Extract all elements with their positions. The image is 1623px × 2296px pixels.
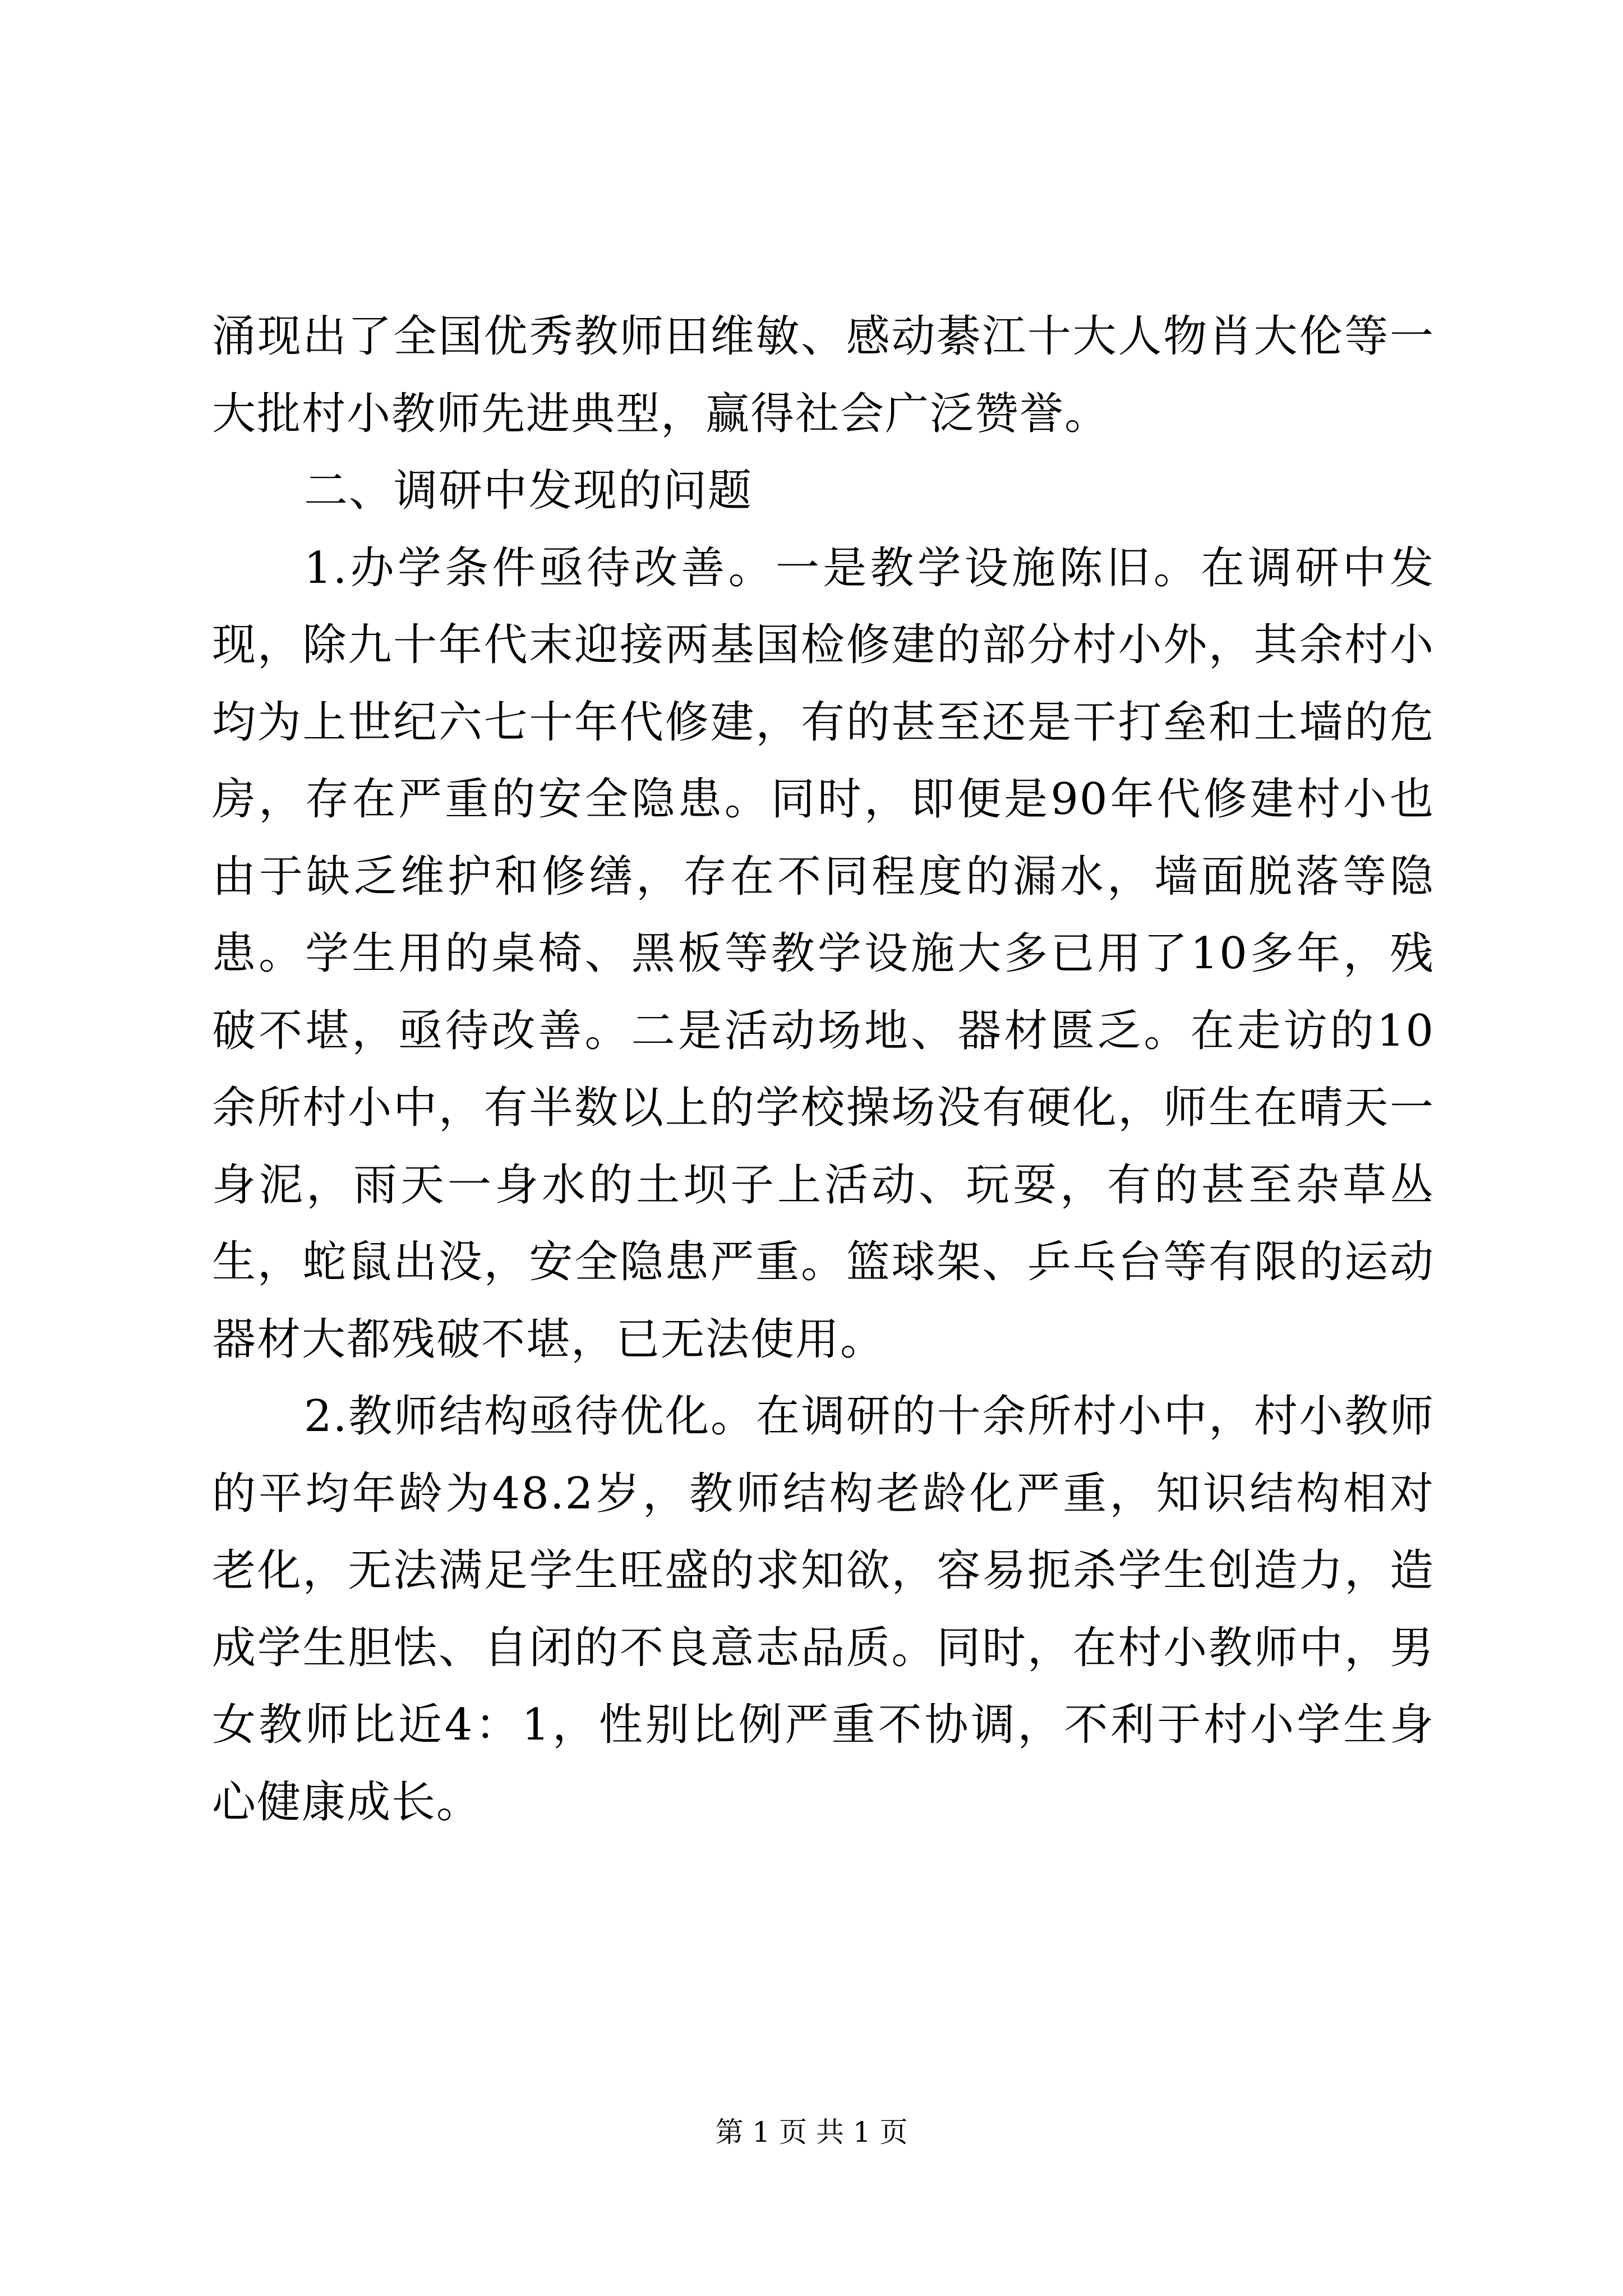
document-body: [212, 298, 1435, 1841]
page-number-footer: 第 1 页 共 1 页: [715, 2116, 908, 2148]
paragraph-facilities: 1.办学条件亟待改善。一是教学设施陈旧。在调研中发现，除九十年代末迎接两基国检修建的部分村小外，其余村小均为上世纪六七十年代修建，有的甚至还是干打垒和土墙的危房，存在严重的安全隐患。同时，即便是90年代修建村小也由于缺乏维护和修缮，存在不同程度的漏水，墙面脱落等隐患。学生用的桌椅、黑板等教学设施大多已用了10多年，残破不堪，亟待改善。二是活动场地、器材匮乏。在走访的10余所村小中，有半数以上的学校操场没有硬化，师生在晴天一身泥，雨天一身水的土坝子上活动、玩耍，有的甚至杂草丛生，蛇鼠出没，安全隐患严重。篮球架、乒乓台等有限的运动器材大都残破不堪，已无法使用。: [212, 542, 1435, 1365]
paragraph-teachers: 2.教师结构亟待优化。在调研的十余所村小中，村小教师的平均年龄为48.2岁，教师结构老龄化严重，知识结构相对老化，无法满足学生旺盛的求知欲，容易扼杀学生创造力，造成学生胆怯、自闭的不良意志品质。同时，在村小教师中，男女教师比近4：1，性别比例严重不协调，不利于村小学生身心健康成长。: [212, 1391, 1435, 1828]
paragraph-continuation: 涌现出了全国优秀教师田维敏、感动綦江十大人物肖大伦等一大批村小教师先进典型，赢得社会广泛赞誉。: [212, 311, 1435, 439]
section-heading: 二、调研中发现的问题: [304, 466, 753, 516]
